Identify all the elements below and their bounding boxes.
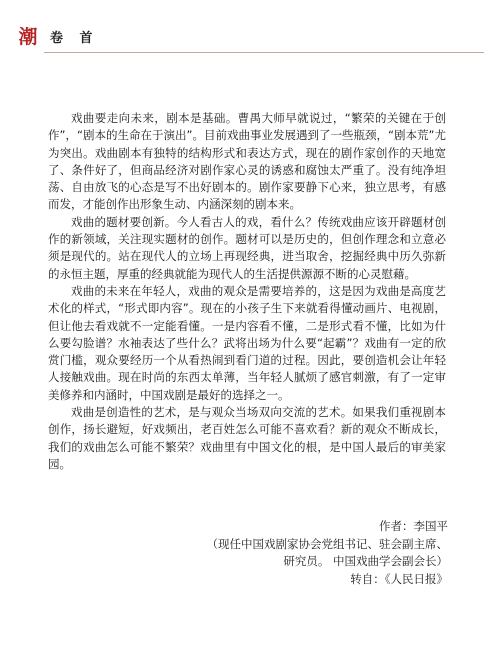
logo-glyph: 潮	[18, 26, 38, 48]
article-paragraph: 戏曲是创造性的艺术，是与观众当场双向交流的艺术。如果我们重视剧本创作，扬长避短，好戏频出，老百姓怎么可能不喜欢看？新的观众不断成长，我们的戏曲怎么可能不繁荣？戏曲里有中国文化的根，是中国人最后的审美家园。	[48, 405, 446, 471]
article-paragraph: 戏曲要走向未来，剧本是基础。曹禺大师早就说过，“繁荣的关键在于创作”，“剧本的生命在于演出”。目前戏曲事业发展遇到了一些瓶颈，“剧本荒”尤为突出。戏曲剧本有独特的结构形式和表达方式，现在的剧作家创作的天地宽了、条件好了，但商品经济对剧作家心灵的诱惑和腐蚀太严重了。没有纯净坦荡、自由放飞的心态是写不出好剧本的。剧作家要静下心来，独立思考，有感而发，才能创作出形象生动、内涵深刻的剧本来。	[48, 111, 446, 212]
source-line: 转自：《人民日报》	[350, 571, 448, 586]
page-header	[0, 22, 497, 52]
article-paragraph: 戏曲的题材要创新。今人看古人的戏，看什么？传统戏曲应该开辟题材创作的新领域，关注现实题材的创作。题材可以是历史的，但创作理念和立意必须是现代的。站在现代人的立场上再现经典，进当取舍，挖掘经典中历久弥新的永恒主题，厚重的经典就能为现代人的生活提供源源不断的心灵慰藉。	[48, 214, 446, 281]
author-line: 作者：李国平	[379, 519, 448, 533]
header-divider	[44, 52, 484, 53]
article-body	[48, 110, 446, 473]
article-byline	[148, 518, 448, 588]
author-position-line: （现任中国戏剧家协会党组书记、驻会副主席、	[206, 536, 448, 551]
author-position-line: 研究员。 中国戏曲学会副会长）	[283, 554, 448, 568]
section-title: 卷 首	[50, 31, 99, 46]
magazine-logo	[18, 24, 38, 48]
article-paragraph: 戏曲的未来在年轻人，戏曲的观众是需要培养的，这是因为戏曲是高度艺术化的样式，“形式即内容”。现在的小孩子生下来就看得懂动画片、电视剧，但让他去看戏就不一定能看懂。一是内容看不懂，二是形式看不懂，比如为什么要勾脸谱？水袖表达了些什么？武将出场为什么要“起霸”？戏曲有一定的欣赏门槛，观众要经历一个从看热闹到看门道的过程。因此，要创造机会让年轻人接触戏曲。现在时尚的东西太单薄，当年轻人腻烦了感官刺激，有了一定审美修养和内涵时，中国戏剧是最好的选择之一。	[48, 283, 446, 402]
